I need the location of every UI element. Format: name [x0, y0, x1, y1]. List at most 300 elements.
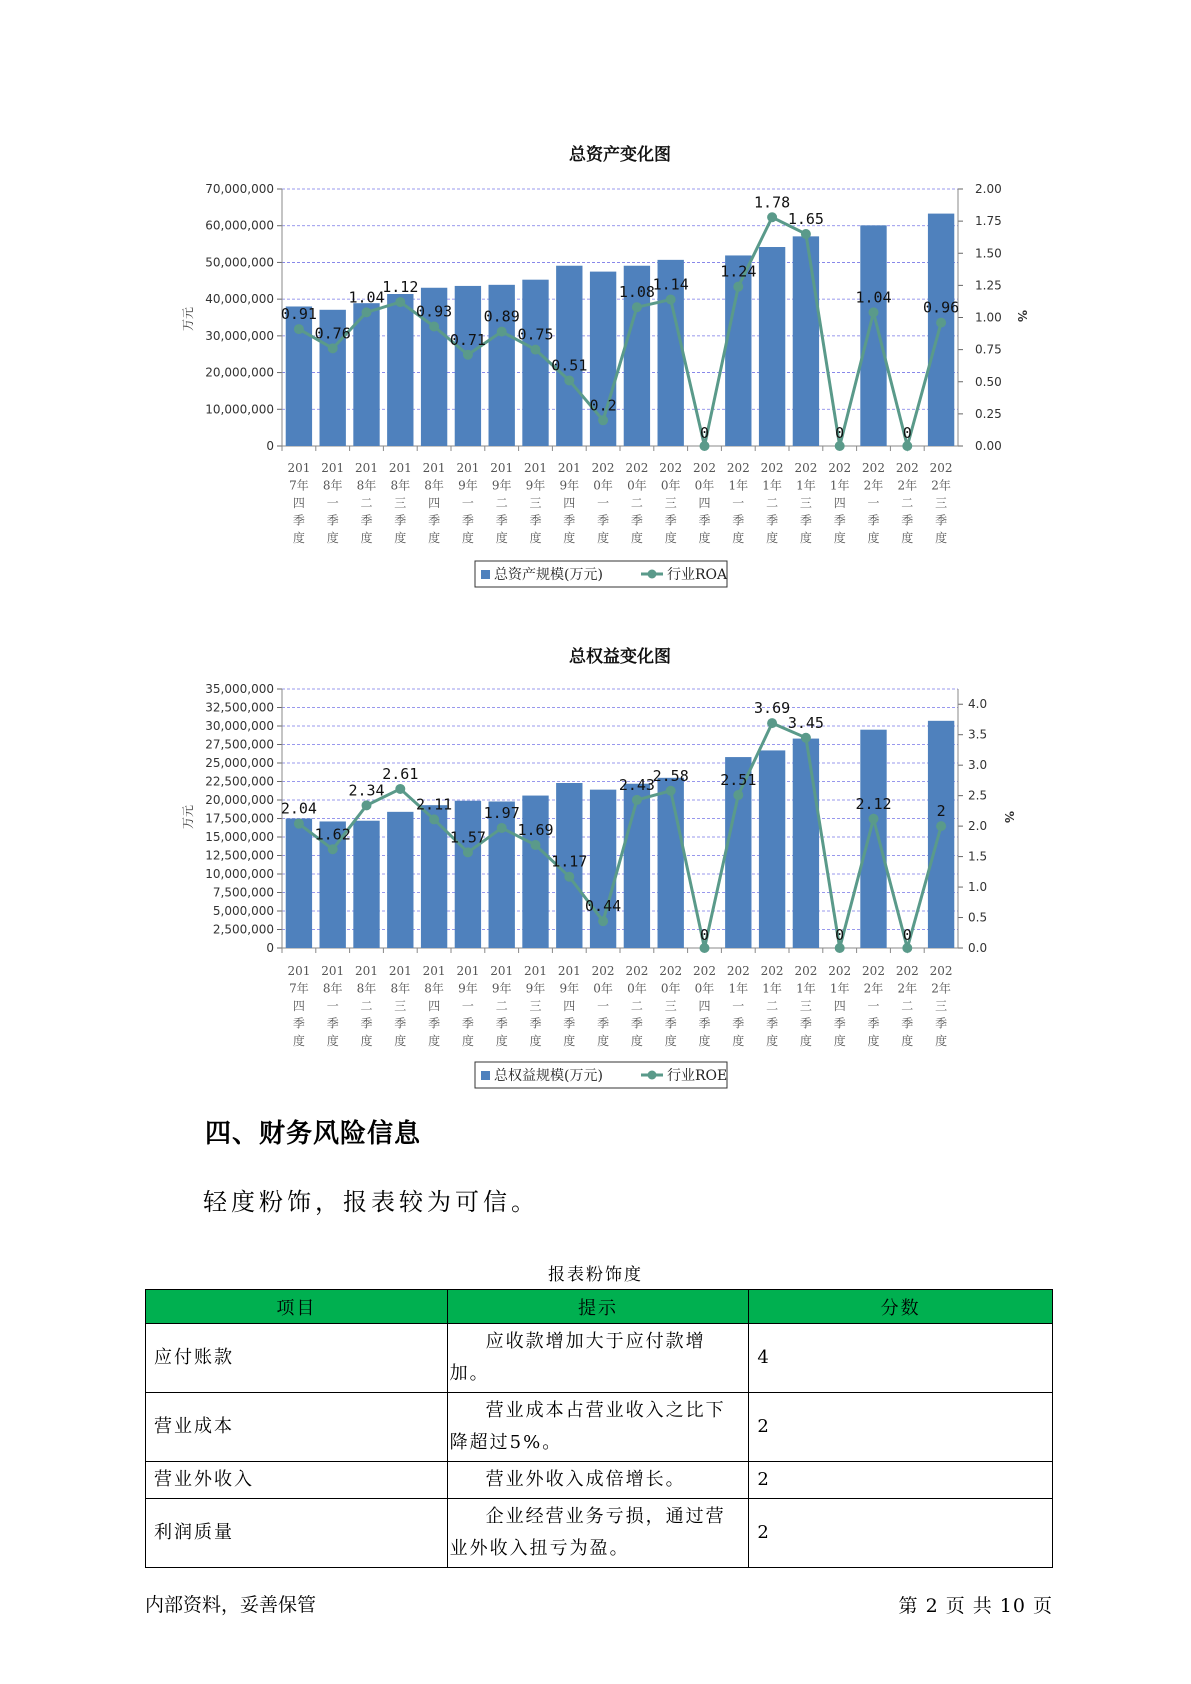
category-label: 二 [495, 999, 508, 1013]
category-label: 度 [901, 1034, 914, 1048]
category-label: 0年 [627, 478, 647, 493]
line-point [632, 795, 642, 805]
left-axis-label: 万元 [181, 306, 195, 332]
right-tick-label: 0.75 [975, 342, 1002, 357]
left-tick-label: 70,000,000 [205, 182, 274, 196]
category-label: 三 [799, 496, 812, 510]
category-label: 一 [461, 999, 474, 1013]
category-label: 四 [292, 496, 305, 510]
line-point [869, 814, 879, 824]
category-label: 季 [766, 1016, 779, 1031]
data-label: 0.93 [416, 302, 453, 321]
row-score: 4 [749, 1324, 1053, 1393]
table-row [146, 1462, 1053, 1499]
line-point [531, 840, 541, 850]
category-label: 0年 [660, 981, 681, 996]
category-label: 季 [597, 513, 610, 528]
line-point [902, 943, 912, 953]
category-label: 度 [698, 531, 711, 545]
category-label: 9年 [491, 478, 512, 493]
category-label: 一 [461, 496, 474, 510]
line-point [835, 943, 845, 953]
category-label: 0年 [660, 478, 681, 493]
data-label: 1.04 [855, 288, 892, 307]
table-row [146, 1499, 1053, 1568]
category-label: 202 [659, 461, 683, 475]
left-tick-label: 27,500,000 [205, 737, 274, 752]
category-label: 202 [693, 964, 716, 978]
bar [658, 778, 684, 948]
category-label: 度 [833, 531, 846, 545]
category-label: 度 [292, 531, 305, 545]
category-label: 季 [428, 513, 441, 528]
category-label: 8年 [322, 981, 343, 996]
category-label: 8年 [356, 478, 377, 493]
bar [860, 730, 886, 948]
category-label: 度 [799, 531, 812, 545]
category-label: 1年 [796, 478, 816, 493]
right-tick-label: 1.50 [975, 246, 1002, 261]
table-row [146, 1393, 1053, 1462]
category-label: 度 [698, 1034, 711, 1048]
category-label: 季 [461, 1016, 474, 1031]
category-label: 2年 [897, 478, 918, 493]
footer-confidential: 内部资料，妥善保管 [145, 1594, 317, 1616]
category-label: 201 [456, 461, 480, 475]
right-tick-label: 0.5 [968, 910, 988, 925]
category-label: 二 [360, 496, 373, 510]
category-label: 8年 [390, 478, 411, 493]
left-tick-label: 32,500,000 [205, 700, 274, 715]
category-label: 季 [732, 1016, 745, 1031]
category-label: 季 [664, 513, 677, 528]
category-label: 1年 [728, 478, 749, 493]
data-label: 0.71 [449, 330, 486, 349]
category-label: 季 [664, 1016, 677, 1031]
category-label: 度 [563, 531, 576, 545]
row-item: 营业外收入 [146, 1462, 448, 1499]
category-label: 度 [428, 1034, 441, 1048]
bar [286, 819, 312, 949]
category-label: 季 [799, 1016, 812, 1031]
right-tick-label: 2.00 [975, 182, 1002, 196]
category-label: 202 [929, 964, 953, 978]
category-label: 季 [630, 1016, 643, 1031]
left-tick-label: 15,000,000 [205, 830, 274, 844]
right-axis-label: % [1002, 810, 1016, 824]
category-label: 季 [495, 1016, 508, 1031]
category-label: 季 [833, 1016, 846, 1031]
category-label: 8年 [322, 478, 343, 493]
data-label: 1.04 [348, 288, 385, 307]
table-row [146, 1324, 1053, 1393]
category-label: 季 [292, 513, 305, 528]
line-point [328, 844, 338, 854]
category-label: 度 [664, 1034, 677, 1048]
category-label: 三 [529, 496, 542, 510]
category-label: 9年 [525, 478, 546, 493]
row-item: 营业成本 [146, 1393, 448, 1462]
bar [455, 801, 481, 948]
section-heading: 四、财务风险信息 [205, 1119, 422, 1149]
category-label: 度 [664, 531, 677, 545]
right-tick-label: 2.0 [968, 819, 988, 834]
left-tick-label: 22,500,000 [205, 774, 274, 789]
data-label: 0 [699, 424, 710, 442]
category-label: 季 [360, 513, 373, 528]
right-tick-label: 0.25 [975, 406, 1002, 421]
category-label: 201 [388, 964, 412, 978]
row-hint: 营业外收入成倍增长。 [447, 1462, 749, 1499]
category-label: 201 [490, 964, 514, 978]
row-score: 2 [749, 1393, 1053, 1462]
category-label: 202 [659, 964, 683, 978]
left-axis-label: 万元 [181, 804, 195, 830]
category-label: 201 [422, 964, 446, 978]
category-label: 度 [766, 531, 779, 545]
line-point [666, 786, 676, 796]
category-label: 度 [630, 1034, 643, 1048]
data-label: 1.17 [551, 852, 588, 871]
category-label: 季 [935, 1016, 948, 1031]
legend-bar-label: 总资产规模(万元) [494, 567, 603, 583]
category-label: 度 [394, 531, 407, 545]
line-point [463, 847, 473, 857]
right-tick-label: 1.75 [975, 214, 1002, 229]
right-tick-label: 3.0 [968, 758, 988, 773]
line-point [362, 800, 372, 810]
left-tick-label: 30,000,000 [205, 328, 274, 343]
left-tick-label: 0 [266, 439, 274, 453]
category-label: 7年 [289, 981, 309, 996]
header-item: 项目 [146, 1290, 448, 1324]
data-label: 0 [835, 926, 845, 944]
category-label: 四 [428, 999, 441, 1013]
footer-page-number: 第 2 页 共 10 页 [898, 1595, 1053, 1617]
category-label: 季 [394, 1016, 407, 1031]
category-label: 2年 [897, 981, 918, 996]
category-label: 度 [935, 531, 948, 545]
category-label: 季 [867, 513, 880, 528]
row-score: 2 [749, 1499, 1053, 1568]
bar [387, 812, 413, 948]
left-tick-label: 50,000,000 [205, 255, 274, 270]
data-label: 0.44 [585, 897, 622, 916]
category-label: 二 [630, 496, 643, 510]
legend-line-label: 行业ROE [667, 1068, 728, 1084]
left-tick-label: 5,000,000 [212, 904, 274, 918]
category-label: 201 [422, 461, 446, 475]
bar [624, 784, 650, 948]
row-item: 应付账款 [146, 1324, 448, 1393]
category-label: 三 [394, 999, 407, 1013]
category-label: 202 [625, 461, 649, 475]
left-tick-label: 17,500,000 [205, 811, 274, 826]
left-tick-label: 2,500,000 [212, 922, 274, 937]
category-label: 2年 [931, 981, 951, 996]
right-tick-label: 1.0 [968, 880, 988, 895]
category-label: 202 [862, 964, 885, 978]
legend-bar-swatch [481, 1071, 490, 1080]
right-axis-label: % [1015, 309, 1029, 323]
data-label: 2.51 [720, 771, 757, 790]
category-label: 季 [732, 513, 745, 528]
line-point [429, 814, 439, 824]
category-label: 季 [326, 513, 339, 528]
right-tick-label: 0.50 [975, 374, 1002, 389]
data-label: 1.69 [517, 821, 554, 840]
category-label: 季 [563, 1016, 576, 1031]
category-label: 一 [732, 496, 745, 510]
category-label: 二 [901, 496, 914, 510]
category-label: 202 [591, 461, 615, 475]
bar [928, 721, 954, 948]
category-label: 季 [495, 513, 508, 528]
row-hint: 企业经营业务亏损，通过营业外收入扭亏为盈。 [447, 1499, 749, 1568]
category-label: 二 [766, 496, 779, 510]
data-label: 2 [936, 802, 946, 821]
category-label: 8年 [356, 981, 377, 996]
category-label: 二 [630, 999, 643, 1013]
table-caption: 报表粉饰度 [548, 1265, 643, 1285]
data-label: 2.43 [618, 775, 655, 794]
left-tick-label: 10,000,000 [205, 867, 274, 881]
category-label: 季 [394, 513, 407, 528]
data-label: 3.69 [754, 699, 791, 718]
category-label: 202 [591, 964, 615, 978]
category-label: 三 [529, 999, 542, 1013]
category-label: 2年 [931, 478, 951, 493]
data-label: 1.57 [449, 828, 486, 847]
category-label: 度 [732, 1034, 745, 1048]
line-point [395, 784, 405, 794]
category-label: 季 [292, 1016, 305, 1031]
right-tick-label: 0.0 [968, 941, 988, 955]
data-label: 0.76 [314, 324, 351, 343]
category-label: 0年 [593, 981, 613, 996]
bar [522, 796, 548, 948]
category-label: 季 [901, 1016, 914, 1031]
left-tick-label: 20,000,000 [205, 365, 274, 380]
category-label: 一 [597, 999, 610, 1013]
category-label: 度 [360, 531, 373, 545]
category-label: 度 [833, 1034, 846, 1048]
category-label: 度 [563, 1034, 576, 1048]
category-label: 季 [935, 513, 948, 528]
category-label: 四 [698, 999, 711, 1013]
category-label: 201 [355, 461, 378, 475]
category-label: 202 [929, 461, 953, 475]
category-label: 0年 [627, 981, 647, 996]
category-label: 2年 [863, 478, 884, 493]
category-label: 202 [862, 461, 885, 475]
category-label: 度 [901, 531, 914, 545]
line-point [700, 943, 710, 953]
left-tick-label: 30,000,000 [205, 719, 274, 733]
row-hint: 应收款增加大于应付款增加。 [447, 1324, 749, 1393]
line-point [598, 916, 608, 926]
category-label: 202 [794, 461, 818, 475]
data-label: 2.12 [855, 794, 892, 813]
category-label: 季 [867, 1016, 880, 1031]
category-label: 季 [630, 513, 643, 528]
category-label: 2年 [863, 981, 884, 996]
line-point [936, 821, 946, 831]
data-label: 0.75 [517, 325, 554, 344]
right-tick-label: 1.00 [975, 310, 1002, 325]
right-tick-label: 0.00 [975, 439, 1002, 453]
bar [759, 750, 785, 948]
category-label: 季 [833, 513, 846, 528]
category-label: 季 [461, 513, 474, 528]
data-label: 0.89 [483, 307, 520, 326]
category-label: 季 [766, 513, 779, 528]
data-label: 1.08 [618, 283, 655, 302]
category-label: 一 [326, 999, 339, 1013]
category-label: 度 [766, 1034, 779, 1048]
row-hint: 营业成本占营业收入之比下降超过5%。 [447, 1393, 749, 1462]
category-label: 度 [799, 1034, 812, 1048]
data-label: 1.78 [754, 193, 791, 212]
data-label: 0 [835, 424, 845, 442]
chart-title: 总权益变化图 [569, 647, 671, 667]
category-label: 三 [664, 999, 677, 1013]
category-label: 度 [495, 531, 508, 545]
category-label: 度 [935, 1034, 948, 1048]
category-label: 201 [287, 461, 311, 475]
category-label: 7年 [289, 478, 309, 493]
category-label: 9年 [559, 981, 580, 996]
category-label: 度 [597, 531, 610, 545]
category-label: 三 [394, 496, 407, 510]
line-point [294, 819, 304, 829]
category-label: 202 [760, 964, 784, 978]
category-label: 1年 [728, 981, 749, 996]
category-label: 8年 [424, 981, 444, 996]
category-label: 201 [388, 461, 412, 475]
category-label: 201 [456, 964, 480, 978]
category-label: 9年 [458, 981, 478, 996]
category-label: 季 [698, 1016, 711, 1031]
category-label: 度 [394, 1034, 407, 1048]
category-label: 一 [732, 999, 745, 1013]
category-label: 201 [557, 461, 581, 475]
category-label: 二 [495, 496, 508, 510]
right-tick-label: 4.0 [968, 697, 988, 712]
data-label: 1.24 [720, 262, 757, 281]
category-label: 一 [867, 999, 880, 1013]
category-label: 1年 [829, 478, 850, 493]
category-label: 季 [428, 1016, 441, 1031]
category-label: 一 [326, 496, 339, 510]
line-point [801, 733, 811, 743]
category-label: 202 [726, 461, 750, 475]
category-label: 202 [625, 964, 649, 978]
category-label: 度 [529, 1034, 542, 1048]
table-header-row [146, 1290, 1053, 1324]
data-label: 2.61 [382, 764, 419, 783]
category-label: 201 [490, 461, 514, 475]
data-label: 1.62 [314, 825, 351, 844]
right-tick-label: 3.5 [968, 727, 988, 742]
category-label: 四 [833, 496, 846, 510]
category-label: 季 [326, 1016, 339, 1031]
category-label: 202 [760, 461, 784, 475]
category-label: 8年 [424, 478, 444, 493]
category-label: 三 [935, 999, 948, 1013]
data-label: 2.58 [652, 766, 689, 785]
line-point [564, 872, 574, 882]
category-label: 四 [698, 496, 711, 510]
row-item: 利润质量 [146, 1499, 448, 1568]
data-label: 0.51 [551, 356, 588, 375]
category-label: 一 [867, 496, 880, 510]
category-label: 0年 [694, 478, 715, 493]
category-label: 四 [428, 496, 441, 510]
category-label: 202 [693, 461, 716, 475]
category-label: 201 [321, 964, 345, 978]
legend-line-marker [648, 1071, 657, 1080]
left-tick-label: 12,500,000 [205, 848, 274, 863]
risk-summary-text: 轻度粉饰，报表较为可信。 [203, 1188, 539, 1216]
right-tick-label: 1.25 [975, 278, 1002, 293]
data-label: 2.34 [348, 781, 385, 800]
category-label: 二 [360, 999, 373, 1013]
category-label: 季 [360, 1016, 373, 1031]
category-label: 三 [935, 496, 948, 510]
header-hint: 提示 [447, 1290, 749, 1324]
category-label: 9年 [559, 478, 580, 493]
category-label: 9年 [491, 981, 512, 996]
left-tick-label: 35,000,000 [205, 682, 274, 696]
category-label: 季 [597, 1016, 610, 1031]
data-label: 1.65 [787, 209, 824, 228]
category-label: 201 [524, 461, 547, 475]
category-label: 201 [355, 964, 378, 978]
category-label: 度 [428, 531, 441, 545]
data-label: 0 [902, 424, 912, 442]
category-label: 一 [597, 496, 610, 510]
category-label: 1年 [762, 478, 782, 493]
category-label: 202 [828, 461, 852, 475]
bar [793, 739, 819, 948]
category-label: 二 [901, 999, 914, 1013]
legend-bar-label: 总权益规模(万元) [494, 1068, 603, 1084]
category-label: 度 [495, 1034, 508, 1048]
category-label: 202 [895, 461, 919, 475]
category-label: 度 [326, 531, 339, 545]
category-label: 0年 [694, 981, 715, 996]
left-tick-label: 40,000,000 [205, 292, 274, 307]
category-label: 201 [287, 964, 311, 978]
right-tick-label: 2.5 [968, 788, 988, 803]
category-label: 1年 [829, 981, 850, 996]
category-label: 度 [461, 531, 474, 545]
category-label: 201 [524, 964, 547, 978]
data-label: 2.04 [280, 799, 317, 818]
data-label: 0 [699, 926, 710, 944]
category-label: 季 [698, 513, 711, 528]
category-label: 201 [321, 461, 345, 475]
category-label: 202 [794, 964, 818, 978]
data-label: 2.11 [416, 795, 453, 814]
left-tick-label: 10,000,000 [205, 402, 274, 417]
data-label: 0.2 [589, 396, 617, 415]
category-label: 四 [833, 999, 846, 1013]
line-point [497, 823, 507, 833]
data-label: 1.97 [483, 803, 520, 822]
left-tick-label: 25,000,000 [205, 756, 274, 770]
